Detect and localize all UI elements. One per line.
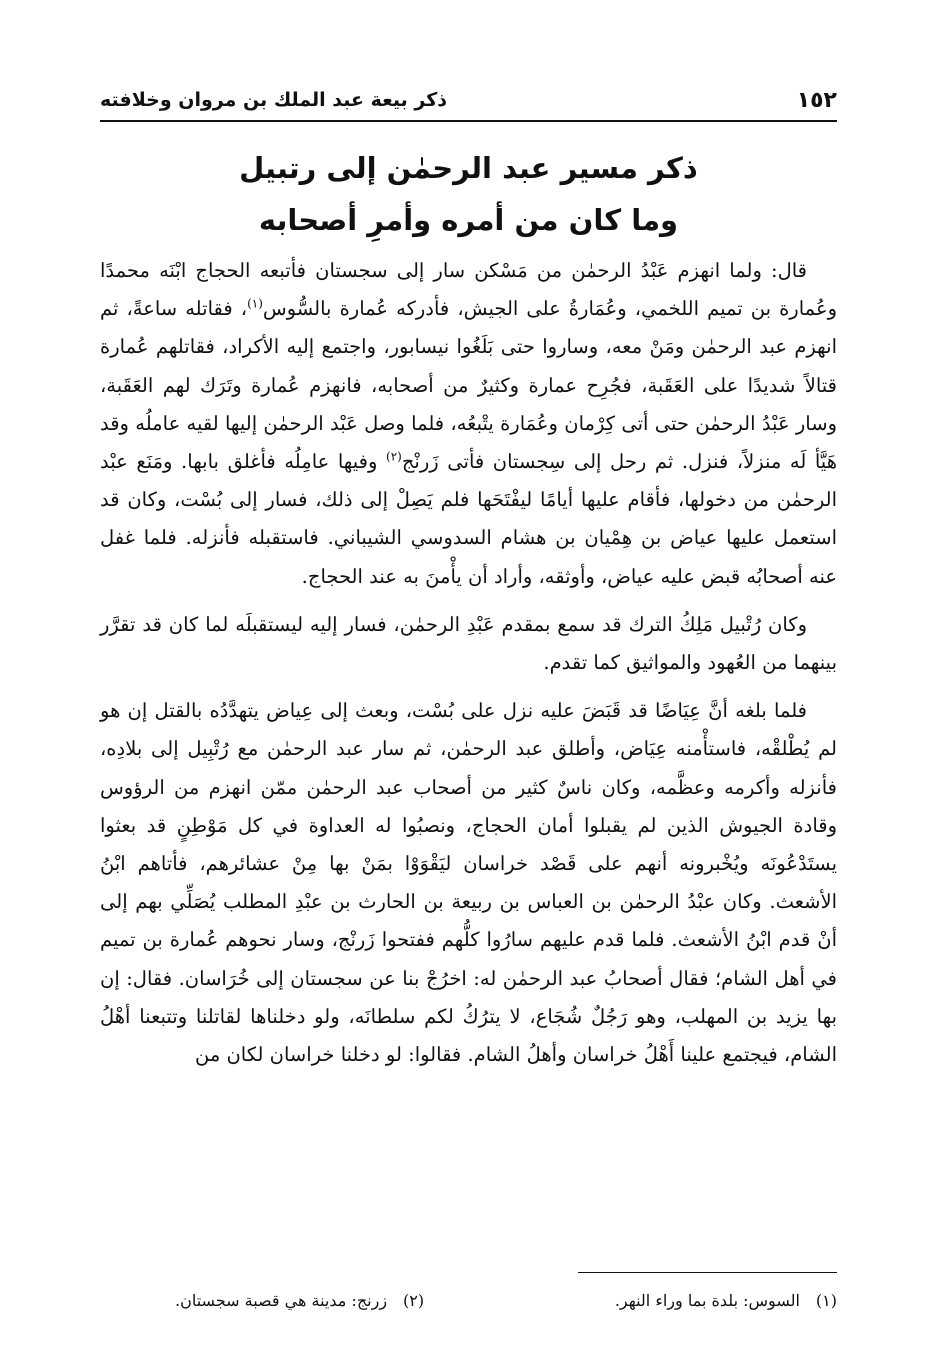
paragraph-1	[100, 252, 837, 596]
footnote-1-number: (١)	[815, 1291, 837, 1310]
chapter-title	[100, 142, 837, 246]
page-number: ١٥٢	[796, 87, 837, 113]
footnote-2	[175, 1286, 424, 1316]
running-title: ذكر بيعة عبد الملك بن مروان وخلافته	[100, 89, 447, 111]
chapter-title-line-2: وما كان من أمره وأمرِ أصحابه	[258, 203, 679, 237]
paragraph-1-part-c: وفيها عامِلُه فأغلق بابها. ومَنَع عبْد الرحمٰن من دخولها، فأقام عليها أيامًا ليفْتَحَها فلم يَصِلْ إلى ذلك، فسار إلى بُسْت، وكان قد استعمل عليها عياض بن هِمْيان بن هشام السدوسي الشيباني. فاستقبله فأنزله. فلما غفل عنه أصحابُه قبض عليه عياض، وأوثقه، وأراد أن يأْمنَ به عند الحجاج.	[100, 450, 837, 588]
footnote-ref-1: (١)	[247, 296, 263, 311]
paragraph-1-part-a: قال: ولما انهزم عَبْدُ الرحمٰن من مَسْكن سار إلى سجستان فأتبعه الحجاج ابْنَه محمدًا وعُمارة بن تميم اللخمي، وعُمَارةُ على الجيش، فأدركه عُمارة بالسُّوس	[100, 259, 837, 321]
paragraph-1-part-b: ، فقاتله ساعةً، ثم انهزم عبد الرحمٰن ومَنْ معه، وساروا حتى بَلَغُوا نيسابور، واجتمع إليه الأكراد، فقاتلهم عُمارة قتالاً شديدًا على العَقَبة، فجُرِح عمارة وكثيرٌ من أصحابه، فانهزم عُمارة وتَرَك لهم العَقَبة، وسار عَبْدُ الرحمٰن حتى أتى كِرْمان وعُمَارة يتْبعُه، فلما وصل عَبْد الرحمٰن إليها لقيه عاملُه وقد هَيَّأ لَه منزلاً، فنزل. ثم رحل إلى سِجستان فأتى زَرنْج	[100, 297, 837, 474]
footnotes	[100, 1286, 837, 1316]
footnote-2-text: زرنج: مدينة هي قصبة سجستان.	[175, 1291, 388, 1310]
paragraph-2: وكان رُتْبيل مَلِكُ الترك قد سمع بمقدم عَبْدِ الرحمٰن، فسار إليه ليستقبلَه لما كان قد تقرَّر بينهما من العُهود والمواثيق كما تقدم.	[100, 612, 837, 675]
footnote-2-number: (٢)	[403, 1291, 425, 1310]
footnote-ref-2: (٢)	[386, 449, 402, 464]
body-text	[100, 252, 837, 1074]
paragraph-3: فلما بلغه أنَّ عِيَاضًا قد قَبَضَ عليه نزل على بُسْت، وبعث إلى عِياض يتهدَّدُه بالقتل إن هو لم يُطْلقْه، فاستأْمنه عِيَاض، وأطلق عبد الرحمٰن، ثم سار عبد الرحمٰن مع رُتْبِيل إلى بلادِه، فأنزله وأكرمه وعظَّمه، وكان ناسٌ كثير من أصحاب عبد الرحمٰن ممّن انهزم من الرؤوس وقادة الجيوش الذين لم يقبلوا أمان الحجاج، ونصبُوا له العداوة في كل مَوْطِنٍ قد بعثوا يستَدْعُونَه ويُخْبرونه أنهم على قَصْد خراسان ليَقْوَوْا بمَنْ بها مِنْ عشائرهم، فأتاهم ابْنُ الأشعث. وكان عبْدُ الرحمٰن بن العباس بن ربيعة بن الحارث بن عبْدِ المطلب يُصَلِّي بهم إلى أنْ قدم ابْنُ الأشعث. فلما قدم عليهم سارُوا كلُّهم ففتحوا زَرنْج، وسار نحوهم عُمارة بن تميم في أهل الشام؛ فقال أصحابُ عبد الرحمٰن له: اخرُجْ بنا عن سجستان إلى خُرَاسان. فقال: إن بها يزيد بن المهلب، وهو رَجُلٌ شُجَاع، لا يترُكُ لكم سلطانَه، ولو دخلناها لقاتلنا وتتبعنا أهْلُ الشام، فيجتمع علينا أَهْلُ خراسان وأهلُ الشام. فقالوا: لو دخلنا خراسان لكان من	[100, 699, 837, 1067]
chapter-title-line-1: ذكر مسير عبد الرحمٰن إلى رتبيل	[239, 151, 698, 185]
footnote-1	[615, 1286, 837, 1316]
footnote-1-text: السوس: بلدة بما وراء النهر.	[614, 1291, 800, 1310]
footnote-rule	[578, 1272, 837, 1273]
running-header	[100, 80, 837, 122]
